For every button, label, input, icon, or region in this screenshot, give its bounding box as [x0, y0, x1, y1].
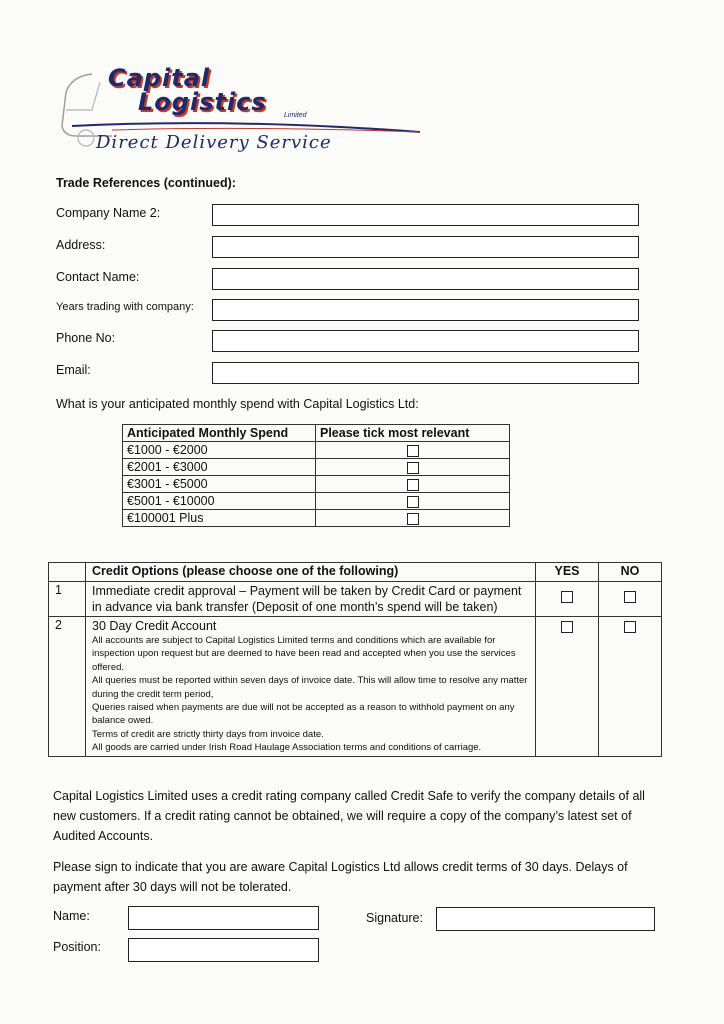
- spend-header: Anticipated Monthly Spend: [123, 425, 316, 442]
- position-label: Position:: [53, 940, 101, 954]
- phone-label: Phone No:: [56, 331, 116, 345]
- option-note: All goods are carried under Irish Road Haulage Association terms and conditions of carriage.: [92, 742, 482, 754]
- phone-field[interactable]: [212, 330, 639, 352]
- name-label: Name:: [53, 909, 90, 923]
- options-header: Credit Options (please choose one of the following): [86, 563, 536, 582]
- name-field[interactable]: [128, 906, 319, 930]
- signature-label: Signature:: [366, 911, 423, 925]
- credit-options-table: [48, 562, 662, 757]
- credit-table-header: [49, 563, 662, 582]
- years-trading-label: Years trading with company:: [56, 301, 194, 313]
- spend-question: What is your anticipated monthly spend with Capital Logistics Ltd:: [56, 397, 419, 411]
- spend-row: [123, 510, 510, 527]
- contact-name-field[interactable]: [212, 268, 639, 290]
- section-title: Trade References (continued):: [56, 176, 236, 190]
- company-logo: [52, 52, 432, 164]
- option-title: 30 Day Credit Account: [92, 619, 217, 633]
- option-number: 1: [49, 582, 86, 617]
- company-name-field[interactable]: [212, 204, 639, 226]
- spend-range: €2001 - €3000: [123, 459, 316, 476]
- spend-row: [123, 442, 510, 459]
- credit-safe-paragraph: Capital Logistics Limited uses a credit rating company called Credit Safe to verify the company details of all new customers. If a credit rating cannot be obtained, we will require a copy of the company’s latest set of Audited Accounts.: [53, 789, 645, 843]
- tick-header: Please tick most relevant: [316, 425, 510, 442]
- tick-checkbox[interactable]: [407, 462, 419, 474]
- no-header: NO: [599, 563, 662, 582]
- logo-word-capital: Capital: [108, 64, 211, 92]
- logo-tagline: Direct Delivery Service: [96, 132, 332, 153]
- yes-checkbox[interactable]: [561, 591, 573, 603]
- logo-word-logistics: Logistics: [138, 88, 267, 116]
- position-field[interactable]: [128, 938, 319, 962]
- tick-checkbox[interactable]: [407, 513, 419, 525]
- logo-limited: Limited: [284, 112, 307, 119]
- spend-range: €100001 Plus: [123, 510, 316, 527]
- yes-header: YES: [536, 563, 599, 582]
- spend-row: [123, 476, 510, 493]
- tick-checkbox[interactable]: [407, 496, 419, 508]
- signature-field[interactable]: [436, 907, 655, 931]
- no-checkbox[interactable]: [624, 621, 636, 633]
- credit-option-row: [49, 617, 662, 757]
- years-trading-field[interactable]: [212, 299, 639, 321]
- credit-terms-paragraph: Please sign to indicate that you are aware Capital Logistics Ltd allows credit terms of 30 days. Delays of payment after 30 days will not be tolerated.: [53, 860, 628, 894]
- tick-checkbox[interactable]: [407, 479, 419, 491]
- spend-row: [123, 459, 510, 476]
- spend-range: €5001 - €10000: [123, 493, 316, 510]
- spend-range: €3001 - €5000: [123, 476, 316, 493]
- company-name-label: Company Name 2:: [56, 206, 161, 220]
- spend-range: €1000 - €2000: [123, 442, 316, 459]
- option-note: All accounts are subject to Capital Logistics Limited terms and conditions which are available for inspection upon request but are deemed to have been read and accepted when you use the services offered.: [92, 635, 516, 673]
- yes-checkbox[interactable]: [561, 621, 573, 633]
- address-label: Address:: [56, 238, 106, 252]
- no-checkbox[interactable]: [624, 591, 636, 603]
- spend-table: [122, 424, 510, 527]
- option-title: Immediate credit approval – Payment will be taken by Credit Card or payment in advance via bank transfer (Deposit of one month’s spend will be taken): [86, 582, 536, 617]
- credit-option-row: [49, 582, 662, 617]
- option-note: Queries raised when payments are due will not be accepted as a reason to withhold payment on any balance owed.: [92, 702, 515, 727]
- num-header: [49, 563, 86, 582]
- email-field[interactable]: [212, 362, 639, 384]
- option-note: Terms of credit are strictly thirty days from invoice date.: [92, 728, 324, 740]
- option-note: All queries must be reported within seven days of invoice date. This will allow time to resolve any matter during the credit term period,: [92, 675, 528, 700]
- email-label: Email:: [56, 363, 91, 377]
- spend-table-header: [123, 425, 510, 442]
- tick-checkbox[interactable]: [407, 445, 419, 457]
- contact-name-label: Contact Name:: [56, 270, 140, 284]
- address-field[interactable]: [212, 236, 639, 258]
- option-number: 2: [49, 617, 86, 757]
- spend-row: [123, 493, 510, 510]
